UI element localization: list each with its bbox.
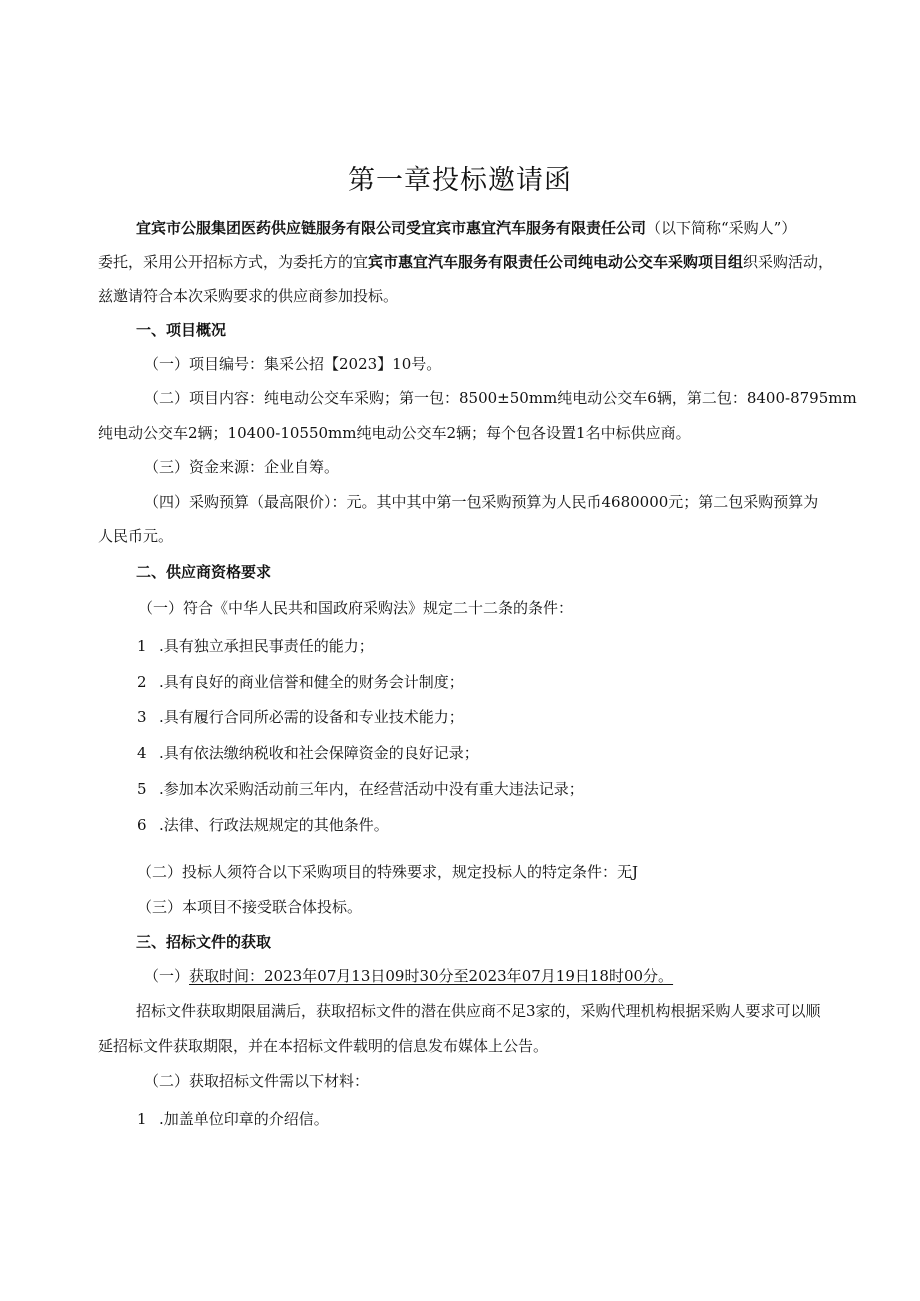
section-3-sub-1	[144, 966, 673, 986]
condition-number: 5	[137, 780, 147, 798]
condition-number: 2	[137, 673, 147, 691]
project-name: 宾市惠宜汽车服务有限责任公司纯电动公交车采购项目组	[368, 253, 744, 271]
condition-item	[137, 815, 389, 835]
condition-item	[137, 743, 479, 763]
section-1-item-2-line-1: （二）项目内容：纯电动公交车采购；第一包：8500±50mm纯电动公交车6辆，第二包：8400-8795mm	[144, 389, 857, 407]
condition-text: .法律、行政法规规定的其他条件。	[159, 816, 389, 834]
section-3-para-line-1: 招标文件获取期限届满后，获取招标文件的潜在供应商不足3家的，采购代理机构根据采购人要求可以顺	[136, 1002, 821, 1020]
section-3-sub-1-prefix: （一）	[144, 967, 190, 985]
intro-line-2-a: 委托，采用公开招标方式，为委托方的宜	[98, 253, 369, 271]
condition-text: .具有独立承担民事责任的能力；	[159, 637, 374, 655]
condition-text: .具有良好的商业信誉和健全的财务会计制度；	[159, 673, 464, 691]
material-number: 1	[137, 1110, 147, 1128]
section-1-item-4-line-1: （四）采购预算（最高限价）：元。其中其中第一包采购预算为人民币4680000元；第二包采购预算为	[144, 493, 819, 511]
page-title: 第一章投标邀请函	[348, 165, 572, 196]
condition-text: .具有履行合同所必需的设备和专业技术能力；	[159, 708, 464, 726]
section-2-heading: 二、供应商资格要求	[136, 563, 272, 581]
condition-item	[137, 779, 584, 799]
acquisition-time: 获取时间：2023年07月13日09时30分至2023年07月19日18时00分。	[189, 967, 674, 985]
section-2-sub-1: （一）符合《中华人民共和国政府采购法》规定二十二条的条件：	[138, 599, 574, 617]
section-2-sub-3: （三）本项目不接受联合体投标。	[137, 898, 363, 916]
condition-item	[137, 672, 464, 692]
material-text: .加盖单位印章的介绍信。	[159, 1110, 329, 1128]
intro-line-2	[98, 252, 833, 272]
purchaser-abbrev: （以下简称“采购人”）	[646, 219, 797, 237]
section-2-sub-2: （二）投标人须符合以下采购项目的特殊要求，规定投标人的特定条件：无J	[137, 863, 639, 881]
section-3-para-line-2: 延招标文件获取期限，并在本招标文件载明的信息发布媒体上公告。	[98, 1037, 549, 1055]
section-3-sub-2: （二）获取招标文件需以下材料：	[144, 1072, 370, 1090]
section-1-item-1: （一）项目编号：集采公招【2023】10号。	[144, 355, 442, 373]
intro-line-3: 兹邀请符合本次采购要求的供应商参加投标。	[98, 287, 399, 305]
material-item	[137, 1109, 329, 1129]
section-1-heading: 一、项目概况	[136, 321, 227, 339]
condition-text: .参加本次采购活动前三年内，在经营活动中没有重大违法记录；	[159, 780, 584, 798]
section-3-heading: 三、招标文件的获取	[136, 933, 272, 951]
intro-line-2-c: 织采购活动，	[743, 253, 834, 271]
section-1-item-4-line-2: 人民币元。	[98, 527, 174, 545]
condition-number: 1	[137, 637, 147, 655]
purchaser-org: 宜宾市公服集团医药供应链服务有限公司受宜宾市惠宜汽车服务有限责任公司	[136, 219, 647, 237]
condition-item	[137, 636, 374, 656]
intro-line-1	[136, 218, 842, 238]
section-1-item-2-line-2: 纯电动公交车2辆；10400-10550mm纯电动公交车2辆；每个包各设置1名中标供应商。	[98, 424, 691, 442]
condition-number: 6	[137, 816, 147, 834]
condition-number: 3	[137, 708, 147, 726]
condition-text: .具有依法缴纳税收和社会保障资金的良好记录；	[159, 744, 479, 762]
condition-number: 4	[137, 744, 147, 762]
condition-item	[137, 707, 464, 727]
section-1-item-3: （三）资金来源：企业自筹。	[144, 458, 340, 476]
